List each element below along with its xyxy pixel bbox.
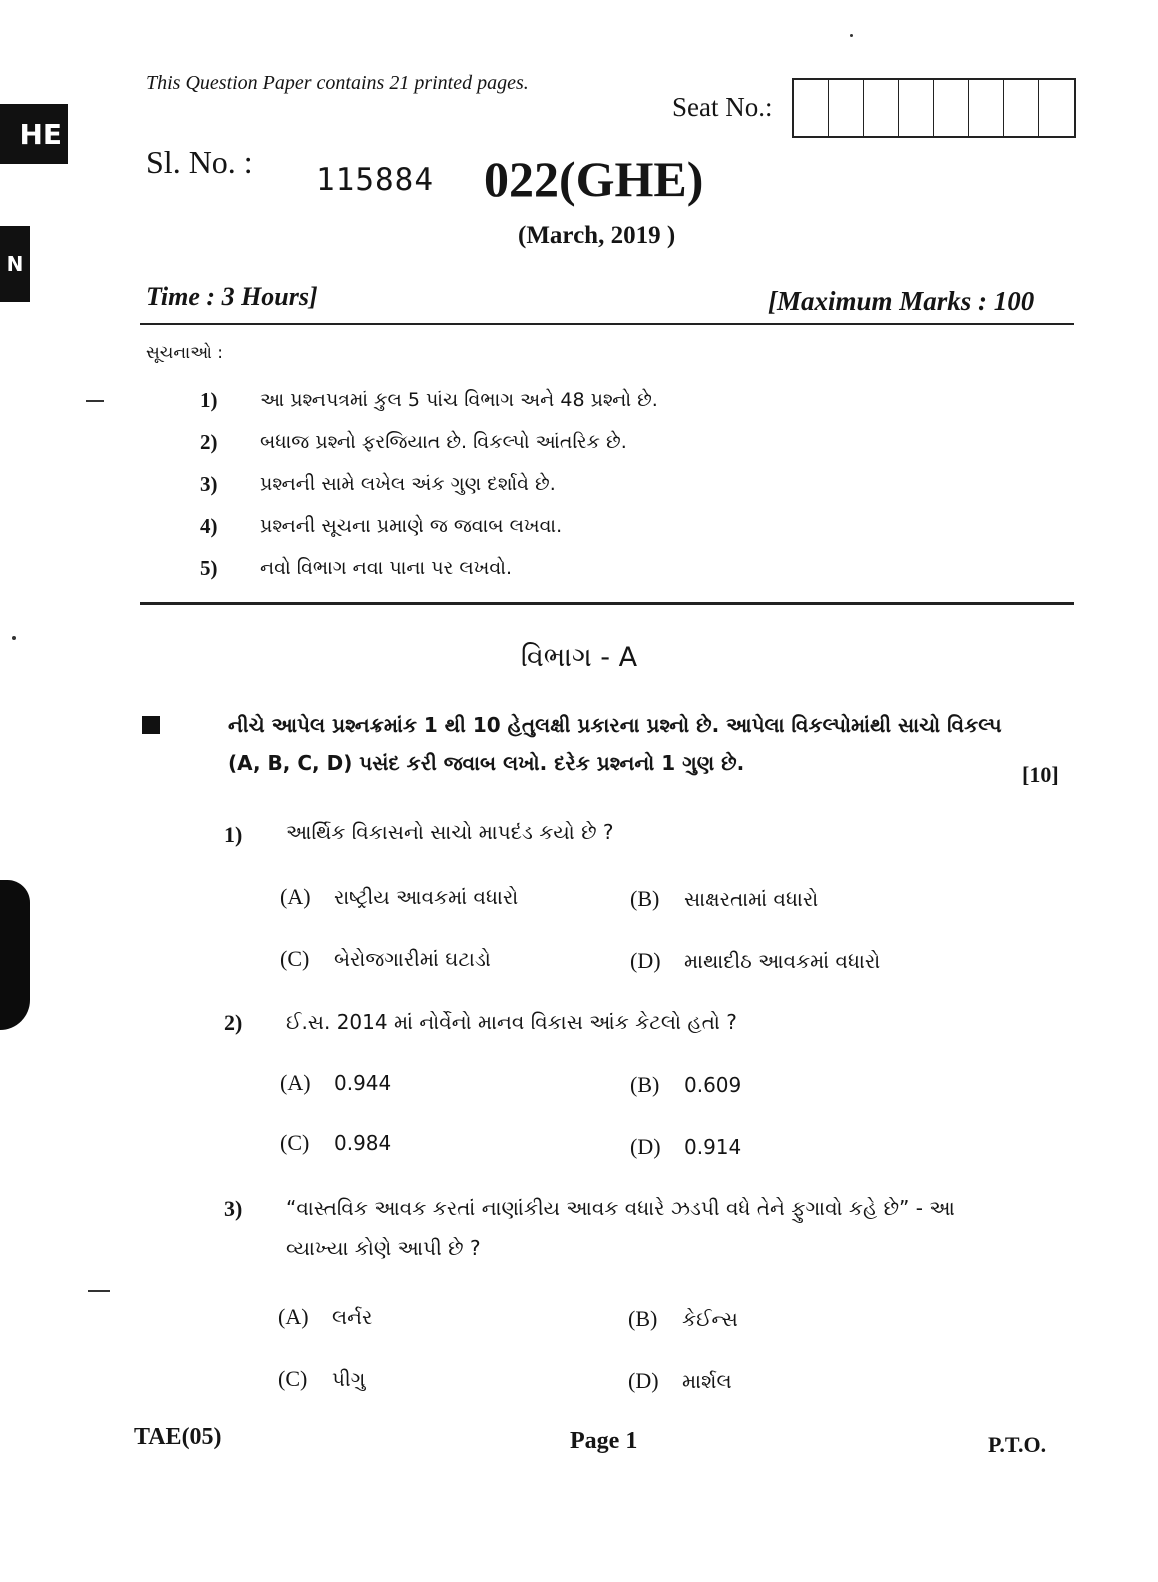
option-d: (D) માથાદીઠ આવકમાં વધારો: [630, 948, 881, 973]
question-text: ઈ.સ. 2014 માં નોર્વેનો માનવ વિકાસ આંક કેટલો હતો ?: [286, 1010, 737, 1034]
instruction-item: 2) બધાજ પ્રશ્નો ફરજિયાત છે. વિકલ્પો આંતરિક છે.: [200, 429, 627, 454]
question-text: “વાસ્તવિક આવક કરતાં નાણાંકીય આવક વધારે ઝડપી વધે તેને ફુગાવો કહે છે” - આ વ્યાખ્યા કોણે આપી છે ?: [286, 1196, 955, 1260]
paper-code: 022(GHE): [484, 151, 704, 207]
footer-code: TAE(05): [134, 1424, 222, 1450]
side-tab-middle: [0, 226, 30, 302]
instructions-heading: સૂચનાઓ :: [146, 343, 223, 363]
question-number: 2): [224, 1010, 243, 1035]
section-marks: [10]: [1022, 762, 1059, 787]
seat-digit-box[interactable]: [1004, 80, 1039, 136]
seat-digit-box[interactable]: [969, 80, 1004, 136]
option-a: (A) રાષ્ટ્રીય આવકમાં વધારો: [280, 884, 519, 909]
please-turn-over: P.T.O.: [988, 1432, 1047, 1457]
option-c: (C) પીગુ: [278, 1366, 366, 1391]
side-tab-middle-label: N: [6, 252, 24, 276]
instruction-item: 4) પ્રશ્નની સૂચના પ્રમાણે જ જવાબ લખવા.: [200, 513, 563, 538]
seat-digit-box[interactable]: [864, 80, 899, 136]
question-number: 3): [224, 1196, 243, 1221]
page-number: Page 1: [570, 1428, 638, 1454]
side-tab-top: [0, 104, 68, 164]
instructions-list: [200, 379, 658, 589]
serial-number: 115884: [316, 162, 434, 198]
scan-speck: [86, 400, 104, 402]
option-b: (B) 0.609: [630, 1072, 742, 1097]
seat-number-label: Seat No.:: [672, 92, 773, 122]
section-title: વિભાગ - A: [520, 642, 638, 673]
question-text: આર્થિક વિકાસનો સાચો માપદંડ કયો છે ?: [286, 820, 614, 844]
instruction-item: 3) પ્રશ્નની સામે લખેલ અંક ગુણ દર્શાવે છે.: [200, 471, 556, 496]
option-c: (C) 0.984: [280, 1130, 392, 1155]
option-d: (D) માર્શલ: [628, 1368, 732, 1393]
exam-date: (March, 2019 ): [518, 222, 676, 249]
side-tab-top-label: HE: [19, 117, 62, 151]
option-b: (B) કેઈન્સ: [628, 1306, 738, 1331]
option-d: (D) 0.914: [630, 1134, 742, 1159]
section-directive: નીચે આપેલ પ્રશ્નક્રમાંક 1 થી 10 હેતુલક્ષી પ્રકારના પ્રશ્નો છે. આપેલા વિકલ્પોમાંથી સાચો વિકલ્પ (A, B, C, D) પસંદ કરી જવાબ લખો. દરેક પ્રશ્નનો 1 ગુણ છે.: [228, 713, 1002, 775]
seat-digit-box[interactable]: [829, 80, 864, 136]
scan-speck: [88, 1290, 110, 1292]
option-c: (C) બેરોજગારીમાં ઘટાડો: [280, 946, 491, 971]
seat-digit-box[interactable]: [899, 80, 934, 136]
seat-digit-box[interactable]: [794, 80, 829, 136]
binding-smudge: [0, 880, 30, 1030]
instructions-divider: [140, 602, 1074, 605]
square-bullet-icon: [142, 716, 160, 734]
serial-number-label: Sl. No. :: [146, 144, 253, 180]
option-b: (B) સાક્ષરતામાં વધારો: [630, 886, 819, 911]
question-number: 1): [224, 822, 243, 847]
page-count-note: This Question Paper contains 21 printed pages.: [146, 72, 529, 94]
scan-speck: [850, 34, 853, 37]
header-divider: [140, 323, 1074, 325]
instruction-item: 5) નવો વિભાગ નવા પાના પર લખવો.: [200, 555, 513, 580]
exam-time: Time : 3 Hours]: [146, 282, 318, 311]
option-a: (A) 0.944: [280, 1070, 392, 1095]
maximum-marks: [Maximum Marks : 100: [768, 286, 1035, 316]
instruction-item: 1) આ પ્રશ્નપત્રમાં કુલ 5 પાંચ વિભાગ અને 48 પ્રશ્નો છે.: [200, 387, 658, 412]
seat-digit-box[interactable]: [934, 80, 969, 136]
scan-speck: [12, 636, 16, 640]
seat-number-boxes[interactable]: [792, 78, 1076, 138]
seat-digit-box[interactable]: [1039, 80, 1074, 136]
option-a: (A) લર્નર: [278, 1304, 373, 1329]
